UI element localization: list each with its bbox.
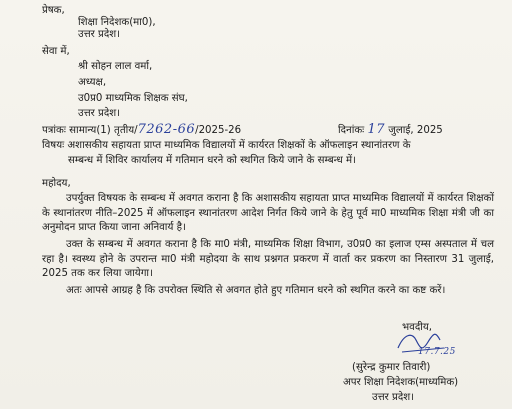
body-paragraph-2: उक्त के सम्बन्ध में अवगत कराना है कि मा0 मंत्री, माध्यमिक शिक्षा विभाग, उ0प्र0 का इलाज एम्स अस्पताल में चल रहा है। स्वस्थ्य होने के उपरान्त मा0 मंत्री महोदया के साथ प्रश्नगत प्रकरण में वार्ता कर प्रकरण का निस्तारण 31 जुलाई, 2025 तक कर लिया जायेगा। (42, 239, 494, 280)
recipient-label: सेवा में, (42, 46, 70, 57)
signature-date: 17.7.25 (418, 347, 456, 357)
date-rest: जुलाई, 2025 (388, 125, 443, 136)
sender-label: प्रेषक, (42, 5, 65, 16)
body-paragraph-3: अतः आपसे आग्रह है कि उपरोक्त स्थिति से अवगत होते हुए गतिमान धरने को स्थगित करने का कष्ट करें। (66, 285, 446, 296)
date-label: दिनांकः (338, 125, 365, 136)
date-line (338, 124, 443, 137)
recipient-post: अध्यक्ष, (78, 77, 107, 88)
handwritten-letter-number: 7262-66 (137, 122, 196, 137)
subject-line-1: विषयः अशासकीय सहायता प्राप्त माध्यमिक विद्यालयों में कार्यरत शिक्षकों के ऑफलाइन स्थानांतरण के (42, 140, 411, 151)
recipient-state: उत्तर प्रदेश। (78, 108, 121, 119)
sender-state: उत्तर प्रदेश। (78, 29, 121, 40)
handwritten-date-day: 17 (367, 122, 386, 137)
subject-line-2: सम्बन्ध में शिविर कार्यालय में गतिमान धरने को स्थगित किये जाने के सम्बन्ध में। (68, 155, 356, 166)
reference-suffix: /2025-26 (195, 125, 242, 136)
reference-prefix: पत्रांकः सामान्य(1) तृतीय/ (42, 125, 138, 136)
recipient-name: श्री सोहन लाल वर्मा, (78, 61, 153, 72)
valediction: भवदीय, (402, 322, 433, 333)
signatory-state: उत्तर प्रदेश। (372, 392, 415, 403)
salutation: महोदय, (42, 178, 71, 189)
body-paragraph-1: उपर्युक्त विषयक के सम्बन्ध में अवगत कराना है कि अशासकीय सहायता प्राप्त माध्यमिक विद्यालयों में कार्यरत शिक्षकों के स्थानांतरण नीति–2025 में ऑफलाइन स्थानांतरण आदेश निर्गत किये जाने के हेतु पूर्व मा0 माध्यमिक शिक्षा मंत्री जी का अनुमोदन प्राप्त किया जाना अनिवार्य है। (42, 193, 494, 234)
sender-name: शिक्षा निदेशक(मा0), (78, 17, 156, 28)
recipient-org: उ0प्र0 माध्यमिक शिक्षक संघ, (78, 93, 188, 104)
signatory-name: (सुरेन्द्र कुमार तिवारी) (352, 362, 431, 373)
signatory-designation: अपर शिक्षा निदेशक(माध्यमिक) (343, 377, 459, 388)
reference-line (42, 124, 241, 137)
